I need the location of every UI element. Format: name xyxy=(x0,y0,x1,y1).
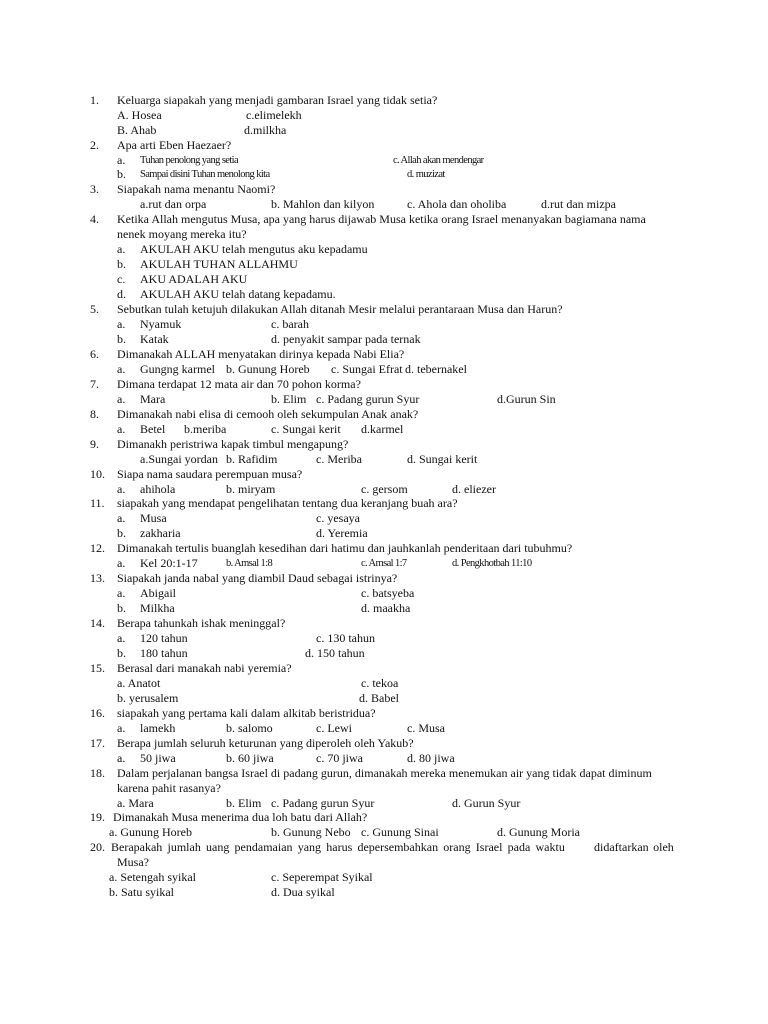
option-d: d.Gurun Sin xyxy=(497,392,556,406)
option-c: c. Meriba xyxy=(316,452,362,466)
option-a: a. Gunung Horeb xyxy=(109,825,192,839)
option-c: c. 130 tahun xyxy=(316,631,375,645)
question-number: 17. xyxy=(90,736,105,750)
option-a: Gungng karmel xyxy=(140,362,215,376)
option-a-label: a. xyxy=(117,721,126,735)
option-d: d.milkha xyxy=(244,123,287,137)
question-number: 19. xyxy=(90,810,105,824)
option-b: b. miryam xyxy=(226,482,276,496)
option-d: d. Pengkhotbah 11:10 xyxy=(452,558,532,569)
question-text: Dimanakah nabi elisa di cemooh oleh sekumpulan Anak anak? xyxy=(117,407,419,421)
question-number: 8. xyxy=(90,407,99,421)
option-a: A. Hosea xyxy=(117,108,162,122)
option-d: d. penyakit sampar pada ternak xyxy=(271,332,421,346)
option-a-label: a. xyxy=(117,242,126,256)
option-c: c. yesaya xyxy=(316,511,360,525)
option-a: ahihola xyxy=(140,482,176,496)
option-a-label: a. xyxy=(117,392,126,406)
question-text: Berasal dari manakah nabi yeremia? xyxy=(117,661,292,675)
option-a-label: a. xyxy=(117,631,126,645)
question-number: 15. xyxy=(90,661,105,675)
question-text: siapakah yang pertama kali dalam alkitab beristridua? xyxy=(117,706,376,720)
option-b: b. Gunung Nebo xyxy=(271,825,351,839)
option-a: 50 jiwa xyxy=(140,751,176,765)
question-number: 2. xyxy=(90,138,99,152)
option-b-label: b. xyxy=(117,526,126,540)
option-d: d. muzizat xyxy=(407,169,445,180)
question-text: Ketika Allah mengutus Musa, apa yang harus dijawab Musa ketika orang Israel menanyakan bagiamana nama xyxy=(117,212,646,226)
option-a: a.rut dan orpa xyxy=(140,197,207,211)
option-b: b.meriba xyxy=(184,422,227,436)
option-a: 120 tahun xyxy=(140,631,188,645)
option-c: c. Seperempat Syikal xyxy=(271,870,373,884)
option-b: b. salomo xyxy=(226,721,273,735)
option-b: b. Rafidim xyxy=(226,452,278,466)
question-text: Dimanakah ALLAH menyatakan dirinya kepada Nabi Elia? xyxy=(117,347,405,361)
question-number: 13. xyxy=(90,571,105,585)
option-a-label: a. xyxy=(117,482,126,496)
question-text: Keluarga siapakah yang menjadi gambaran Israel yang tidak setia? xyxy=(117,93,438,107)
option-d: d. 150 tahun xyxy=(305,646,365,660)
option-c: c. Ahola dan oholiba xyxy=(407,197,507,211)
option-a-label: a. xyxy=(117,153,126,167)
question-text: Apa arti Eben Haezaer? xyxy=(117,138,232,152)
option-a: a. Mara xyxy=(117,796,154,810)
question-number: 11. xyxy=(90,496,105,510)
option-c: c. Allah akan mendengar xyxy=(393,155,484,166)
option-c: c. barah xyxy=(271,317,309,331)
question-number: 10. xyxy=(90,467,105,481)
option-d: d. tebernakel xyxy=(405,362,467,376)
question-text-continued: nenek moyang mereka itu? xyxy=(117,227,247,241)
option-b: 180 tahun xyxy=(140,646,188,660)
question-text-tail: didaftarkan oleh xyxy=(594,840,674,854)
option-a: a. Anatot xyxy=(117,676,161,690)
option-a: a.Sungai yordan xyxy=(140,452,218,466)
question-number: 14. xyxy=(90,616,105,630)
question-number: 3. xyxy=(90,182,99,196)
option-d-label: d. xyxy=(117,287,126,301)
question-text: Sebutkan tulah ketujuh dilakukan Allah ditanah Mesir melalui perantaraan Musa dan Harun? xyxy=(117,302,563,316)
question-text: Dimana terdapat 12 mata air dan 70 pohon korma? xyxy=(117,377,361,391)
question-number: 5. xyxy=(90,302,99,316)
option-b: zakharia xyxy=(140,526,181,540)
option-d: d. Gunung Moria xyxy=(497,825,580,839)
option-b: B. Ahab xyxy=(117,123,157,137)
option-c: c. Sungai Efrat xyxy=(331,362,403,376)
question-number: 12. xyxy=(90,541,105,555)
option-b: Milkha xyxy=(140,601,175,615)
question-number: 20. xyxy=(90,840,105,854)
question-text-continued: Musa? xyxy=(117,855,149,869)
option-a: Betel xyxy=(140,422,166,436)
option-d: d. Babel xyxy=(359,691,399,705)
option-d: d. Dua syikal xyxy=(271,885,335,899)
option-c: AKU ADALAH AKU xyxy=(140,272,248,286)
option-c: c. gersom xyxy=(361,482,408,496)
option-d: d. Gurun Syur xyxy=(452,796,521,810)
option-a: Nyamuk xyxy=(140,317,182,331)
option-b: b. Amsal 1:8 xyxy=(226,558,273,569)
option-c: c. Lewi xyxy=(316,721,352,735)
option-b: Sampai disini Tuhan menolong kita xyxy=(140,169,270,180)
option-b-label: b. xyxy=(117,646,126,660)
question-text: Berapa jumlah seluruh keturunan yang diperoleh oleh Yakub? xyxy=(117,736,414,750)
option-a-label: a. xyxy=(117,556,126,570)
option-b: b. yerusalem xyxy=(117,691,179,705)
option-b: b. Elim xyxy=(226,796,262,810)
option-b-label: b. xyxy=(117,167,126,181)
question-text: Dalam perjalanan bangsa Israel di padang gurun, dimanakah mereka menemukan air yang tidak dapat diminum xyxy=(117,766,652,780)
option-a: Kel 20:1-17 xyxy=(140,556,198,570)
option-b-label: b. xyxy=(117,257,126,271)
option-d: d. Sungai kerit xyxy=(407,452,478,466)
option-b: b. Mahlon dan kilyon xyxy=(271,197,375,211)
question-number: 16. xyxy=(90,706,105,720)
option-c: c. Padang gurun Syur xyxy=(271,796,375,810)
question-text: Dimanakh peristriwa kapak timbul mengapung? xyxy=(117,437,349,451)
option-b-label: b. xyxy=(117,601,126,615)
option-a-label: a. xyxy=(117,422,126,436)
question-number: 18. xyxy=(90,766,105,780)
option-a: Tuhan penolong yang setia xyxy=(140,155,239,166)
option-a-label: a. xyxy=(117,511,126,525)
question-text: Siapa nama saudara perempuan musa? xyxy=(117,467,303,481)
question-number: 1. xyxy=(90,93,99,107)
option-d: d. maakha xyxy=(361,601,411,615)
option-a: Musa xyxy=(140,511,167,525)
option-d: d. 80 jiwa xyxy=(407,751,455,765)
option-c: c. Sungai kerit xyxy=(271,422,341,436)
option-a: AKULAH AKU telah mengutus aku kepadamu xyxy=(140,242,368,256)
option-c: c. Padang gurun Syur xyxy=(316,392,420,406)
option-b: b. Satu syikal xyxy=(109,885,174,899)
option-b: b. Elim xyxy=(271,392,307,406)
option-b: b. 60 jiwa xyxy=(226,751,274,765)
question-text: Dimanakah tertulis buanglah kesedihan dari hatimu dan jauhkanlah penderitaan dari tubuhmu? xyxy=(117,541,573,555)
question-number: 9. xyxy=(90,437,99,451)
option-d: d.rut dan mizpa xyxy=(541,197,616,211)
option-c: c. tekoa xyxy=(361,676,399,690)
option-a-label: a. xyxy=(117,317,126,331)
question-text: Dimanakah Musa menerima dua loh batu dari Allah? xyxy=(113,810,368,824)
question-number: 4. xyxy=(90,212,99,226)
option-a-label: a. xyxy=(117,362,126,376)
question-text-continued: karena pahit rasanya? xyxy=(117,781,221,795)
option-c: c. Gunung Sinai xyxy=(361,825,439,839)
question-number: 7. xyxy=(90,377,99,391)
option-d: d. Yeremia xyxy=(316,526,368,540)
question-text: Berapa tahunkah ishak meninggal? xyxy=(117,616,286,630)
option-c: c. 70 jiwa xyxy=(316,751,363,765)
option-b: b. Gunung Horeb xyxy=(226,362,310,376)
option-d: d. eliezer xyxy=(452,482,496,496)
question-text: Siapakah nama menantu Naomi? xyxy=(117,182,276,196)
option-c: c. batsyeba xyxy=(361,586,415,600)
option-a: Mara xyxy=(140,392,166,406)
option-d: c. Musa xyxy=(407,721,445,735)
option-a-label: a. xyxy=(117,586,126,600)
option-c: c.elimelekh xyxy=(246,108,302,122)
question-number: 6. xyxy=(90,347,99,361)
question-text: siapakah yang mendapat pengelihatan tentang dua keranjang buah ara? xyxy=(117,496,458,510)
option-c: c. Amsal 1:7 xyxy=(361,558,407,569)
option-a: a. Setengah syikal xyxy=(109,870,196,884)
option-a: Abigail xyxy=(140,586,176,600)
option-b: AKULAH TUHAN ALLAHMU xyxy=(140,257,298,271)
option-d: d.karmel xyxy=(361,422,404,436)
option-b: Katak xyxy=(140,332,169,346)
option-d: AKULAH AKU telah datang kepadamu. xyxy=(140,287,336,301)
question-text: Siapakah janda nabal yang diambil Daud sebagai istrinya? xyxy=(117,571,398,585)
option-c-label: c. xyxy=(117,272,126,286)
option-a-label: a. xyxy=(117,751,126,765)
question-text: Berapakah jumlah uang pendamaian yang harus depersembahkan orang Israel pada waktu xyxy=(111,840,565,854)
option-a: lamekh xyxy=(140,721,176,735)
option-b-label: b. xyxy=(117,332,126,346)
